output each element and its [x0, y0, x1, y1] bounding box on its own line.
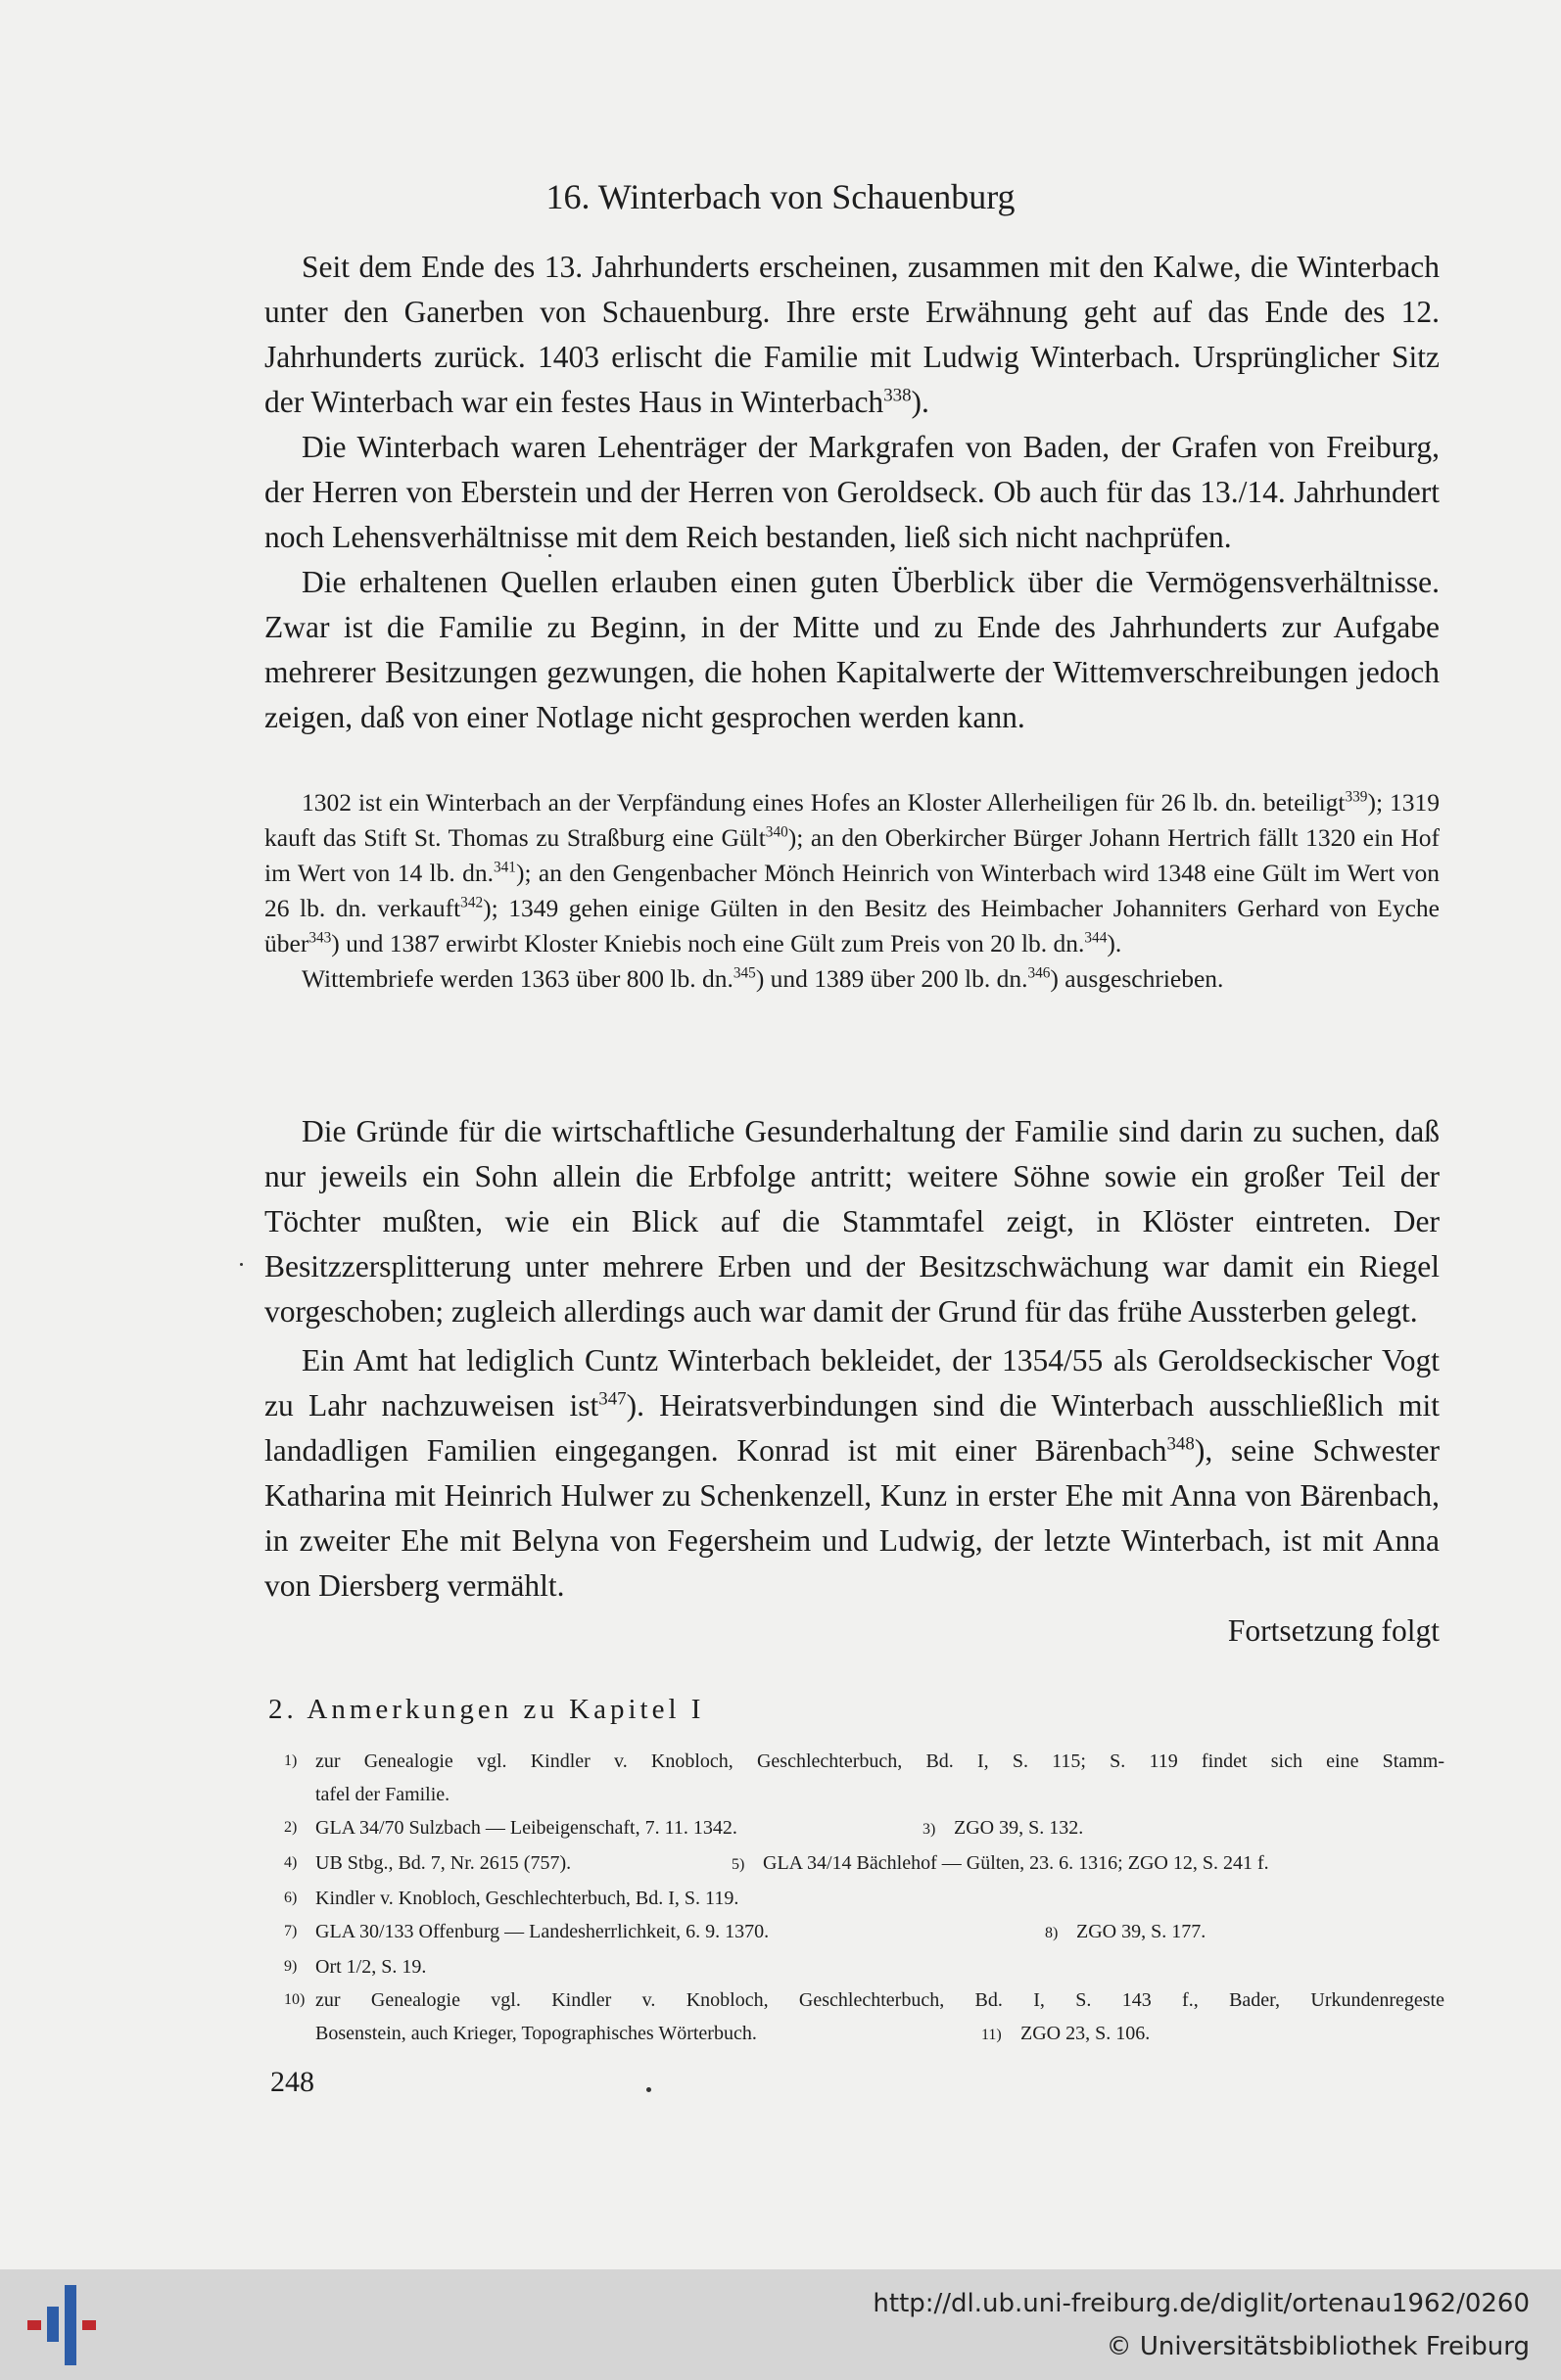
- footnote-number: 6): [284, 1890, 298, 1906]
- footnote: 10) zur Genealogie vgl. Kindler v. Knobloch, Geschlechterbuch, Bd. I, S. 143 f., Bader, Urkundenregeste Bosenstein, auch Krieger, Topographisches Wörterbuch. 11) ZGO 23, S. 106.: [284, 1983, 1444, 2052]
- paragraph: Die erhaltenen Quellen erlauben einen guten Überblick über die Vermögensverhältnisse. Zwar ist die Familie zu Beginn, in der Mitte und zu Ende des Jahrhunderts zur Aufgabe mehrerer Besitzungen gezwungen, die hohen Kapitalwerte der Wittemverschreibungen jedoch zeigen, daß von einer Notlage nicht gesprochen werden kann.: [264, 565, 1440, 734]
- footnote: 6) Kindler v. Knobloch, Geschlechterbuch, Bd. I, S. 119.: [284, 1882, 1444, 1915]
- footer-bar: [0, 2269, 1561, 2380]
- continuation-line: [264, 1609, 1440, 1654]
- source-url-link[interactable]: http://dl.ub.uni-freiburg.de/diglit/ortenau1962/0260: [873, 2289, 1530, 2318]
- footnote: 4) UB Stbg., Bd. 7, Nr. 2615 (757). 5) GLA 34/14 Bächlehof — Gülten, 23. 6. 1316; ZGO 12, S. 241 f.: [284, 1846, 1444, 1882]
- footnote-ref[interactable]: 346: [1027, 964, 1051, 982]
- footnote-number: 5): [732, 1856, 745, 1873]
- footnote-number: 4): [284, 1854, 298, 1871]
- footnote-ref[interactable]: 339: [1345, 788, 1368, 806]
- main-text-2: [264, 1109, 1440, 1654]
- footnote: 7) GLA 30/133 Offenburg — Landesherrlichkeit, 6. 9. 1370. 8) ZGO 39, S. 177.: [284, 1915, 1444, 1950]
- footnotes: [284, 1745, 1444, 2052]
- page-number: 248: [270, 2066, 314, 2098]
- copyright-text: © Universitätsbibliothek Freiburg: [1106, 2332, 1530, 2361]
- paragraph: Ein Amt hat lediglich Cuntz Winterbach bekleidet, der 1354/55 als Geroldseckischer Vogt zu Lahr nachzuweisen ist$^{347}$). Heiratsverbindungen sind die Winterbach ausschließlich mit landadligen Familien eingegangen. Konrad ist mit einer Bärenbach$^{348}$), seine Schwester Katharina mit Heinrich Hulwer zu Schenkenzell, Kunz in erster Ehe mit Anna von Bärenbach, in zweiter Ehe mit Belyna von Fegersheim und Ludwig, der letzte Winterbach, ist mit Anna von Diersberg vermählt.: [264, 1343, 1440, 1603]
- footnote-number: 1): [284, 1752, 298, 1769]
- small-paragraph: Wittembriefe werden 1363 über 800 lb. dn.$^{345}$) und 1389 über 200 lb. dn.$^{346}$) ausgeschrieben.: [302, 964, 1224, 993]
- speck: [646, 2087, 651, 2092]
- footnote-number: 10): [284, 1991, 306, 2008]
- footnote: 2) GLA 34/70 Sulzbach — Leibeigenschaft, 7. 11. 1342. 3) ZGO 39, S. 132.: [284, 1811, 1444, 1846]
- footnote: 9) Ort 1/2, S. 19.: [284, 1950, 1444, 1983]
- footnote-ref[interactable]: 344: [1084, 929, 1108, 947]
- footnote-ref[interactable]: 342: [460, 894, 484, 911]
- paragraph: Die Gründe für die wirtschaftliche Gesunderhaltung der Familie sind darin zu suchen, daß nur jeweils ein Sohn allein die Erbfolge antritt; weitere Söhne sowie ein großer Teil der Töchter mußten, wie ein Blick auf die Stammtafel zeigt, in Klöster eintreten. Der Besitzzersplitterung unter mehrere Erben und der Besitzschwächung war damit ein Riegel vorgeschoben; zugleich allerdings auch war damit der Grund für das frühe Aussterben gelegt.: [264, 1114, 1440, 1329]
- footnote-ref[interactable]: 348: [1166, 1433, 1195, 1455]
- footnote-number: 8): [1045, 1925, 1059, 1941]
- footnote-number: 11): [981, 2027, 1002, 2043]
- main-text: [264, 245, 1440, 740]
- small-text-block: [264, 785, 1440, 997]
- footnote-ref[interactable]: 340: [765, 823, 788, 841]
- speck: [548, 554, 551, 557]
- footnote-ref[interactable]: 341: [494, 859, 516, 876]
- footnote-ref[interactable]: 343: [308, 929, 332, 947]
- footnote-number: 7): [284, 1923, 298, 1939]
- ub-freiburg-logo-icon: [27, 2285, 102, 2365]
- footnote-number: 9): [284, 1958, 298, 1975]
- footnote-ref[interactable]: 347: [598, 1388, 627, 1410]
- continued-note: Fortsetzung folgt: [1227, 1613, 1440, 1648]
- footnote-ref[interactable]: 338: [883, 385, 912, 406]
- footnote-ref[interactable]: 345: [733, 964, 756, 982]
- speck: [240, 1263, 243, 1266]
- small-paragraph: 1302 ist ein Winterbach an der Verpfändung eines Hofes an Kloster Allerheiligen für 26 lb. dn. beteiligt$^{339}$); 1319 kauft das Stift St. Thomas zu Straßburg eine Gült$^{340}$); an den Oberkircher Bürger Johann Hertrich fällt 1320 ein Hof im Wert von 14 lb. dn.$^{341}$); an den Gengenbacher Mönch Heinrich von Winterbach wird 1348 eine Gült im Wert von 26 lb. dn. verkauft$^{342}$); 1349 gehen einige Gülten in den Besitz des Heimbacher Johanniters Gerhard von Eyche über$^{343}$) und 1387 erwirbt Kloster Kniebis noch eine Gült zum Preis von 20 lb. dn.$^{344}$).: [264, 788, 1441, 957]
- footnote-number: 3): [922, 1821, 936, 1838]
- footnote-number: 2): [284, 1819, 298, 1836]
- paragraph: Seit dem Ende des 13. Jahrhunderts erscheinen, zusammen mit den Kalwe, die Winterbach unter den Ganerben von Schauenburg. Ihre erste Erwähnung geht auf das Ende des 12. Jahrhunderts zurück. 1403 erlischt die Familie mit Ludwig Winterbach. Ursprünglicher Sitz der Winterbach war ein festes Haus in Winterbach$^{338}$).: [264, 250, 1440, 419]
- paragraph: Die Winterbach waren Lehenträger der Markgrafen von Baden, der Grafen von Freiburg, der Herren von Eberstein und der Herren von Geroldseck. Ob auch für das 13./14. Jahrhundert noch Lehensverhältnisse mit dem Reich bestanden, ließ sich nicht nachprüfen.: [264, 430, 1440, 554]
- footnote: 1) zur Genealogie vgl. Kindler v. Knobloch, Geschlechterbuch, Bd. I, S. 115; S. 119 findet sich eine Stamm- tafel der Familie.: [284, 1745, 1444, 1811]
- chapter-heading: 16. Winterbach von Schauenburg: [545, 177, 1016, 216]
- notes-heading: 2. Anmerkungen zu Kapitel I: [268, 1694, 705, 1725]
